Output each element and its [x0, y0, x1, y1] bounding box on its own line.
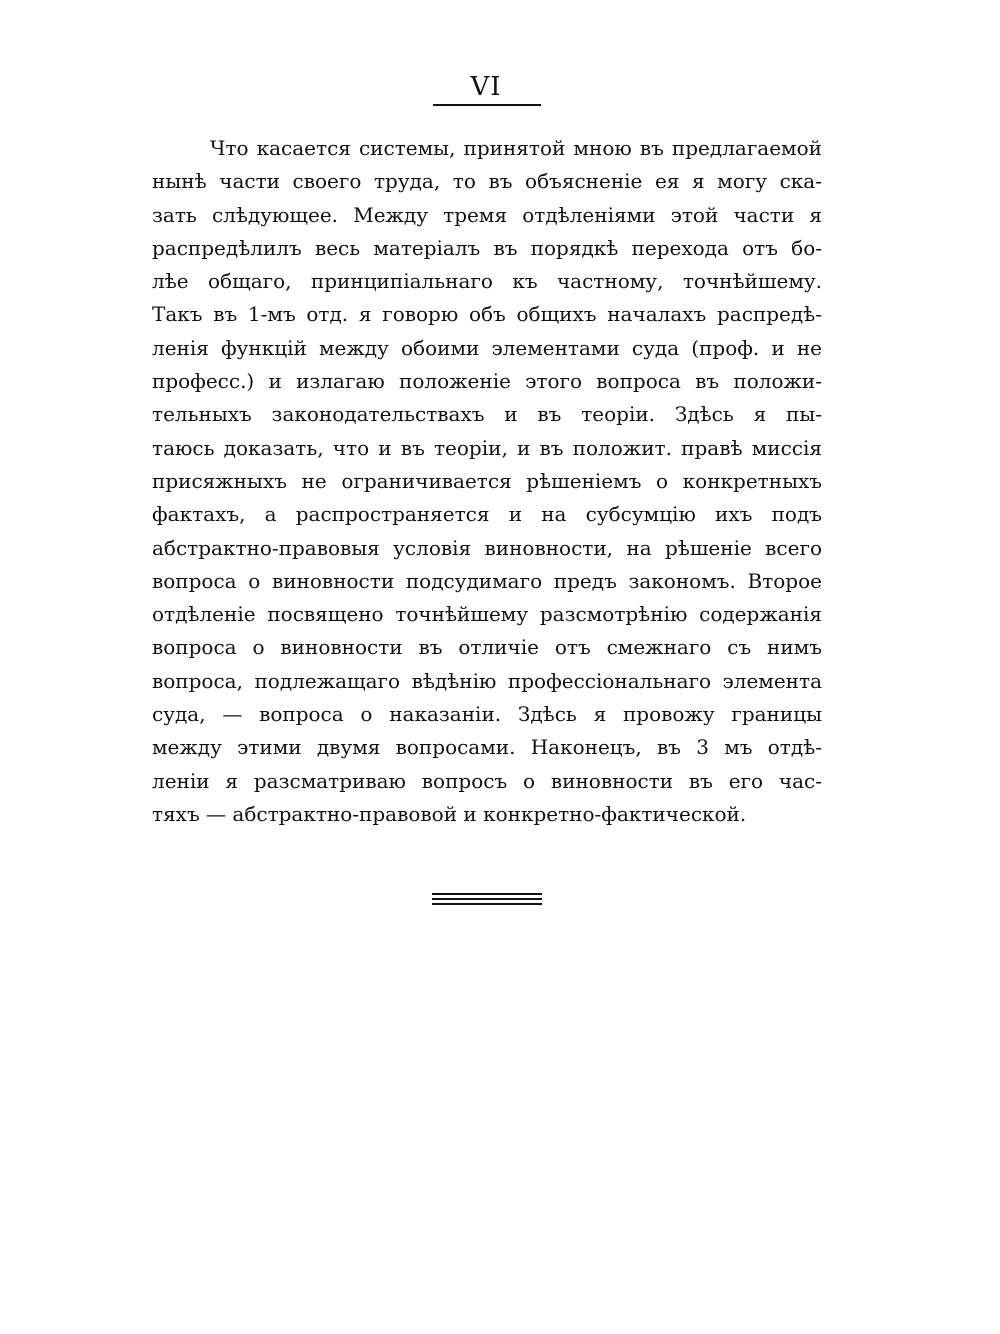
- text-line: професс.) и излагаю положеніе этого вопроса въ положи-: [152, 369, 822, 394]
- text-line: фактахъ, а распространяется и на субсумцію ихъ подъ: [152, 502, 822, 527]
- text-line: нынѣ части своего труда, то въ объясненіе ея я могу ска-: [152, 169, 822, 194]
- text-line: вопроса о виновности подсудимаго предъ закономъ. Второе: [152, 568, 822, 593]
- header-rule: [433, 104, 541, 106]
- text-line: леніи я разсматриваю вопросъ о виновности въ его час-: [152, 768, 822, 793]
- text-line: отдѣленіе посвящено точнѣйшему разсмотрѣнію содержанія: [152, 602, 822, 627]
- rule-line: [432, 903, 542, 905]
- text-line: абстрактно-правовыя условія виновности, на рѣшеніе всего: [152, 535, 822, 560]
- text-line: Что касается системы, принятой мною въ предлагаемой: [210, 136, 822, 160]
- text-line: вопроса, подлежащаго вѣдѣнію профессіональнаго элемента: [152, 668, 822, 693]
- text-line: тяхъ — абстрактно-правовой и конкретно-фактической.: [152, 801, 747, 826]
- section-end-rule: [432, 893, 542, 908]
- text-line: ленія функцій между обоими элементами суда (проф. и не: [152, 335, 822, 360]
- text-line: Такъ въ 1-мъ отд. я говорю объ общихъ началахъ распредѣ-: [152, 302, 822, 327]
- text-line: суда, — вопроса о наказаніи. Здѣсь я провожу границы: [152, 702, 822, 727]
- text-line: таюсь доказать, что и въ теоріи, и въ положит. правѣ миссія: [152, 435, 822, 460]
- text-line: распредѣлилъ весь матеріалъ въ порядкѣ перехода отъ бо-: [152, 235, 822, 260]
- text-line: вопроса о виновности въ отличіе отъ смежнаго съ нимъ: [152, 635, 822, 660]
- rule-line: [432, 898, 542, 900]
- text-line: тельныхъ законодательствахъ и въ теоріи. Здѣсь я пы-: [152, 402, 822, 427]
- text-line: между этими двумя вопросами. Наконецъ, въ 3 мъ отдѣ-: [152, 735, 822, 760]
- rule-line: [432, 893, 542, 895]
- body-paragraph: [152, 132, 822, 831]
- text-line: зать слѣдующее. Между тремя отдѣленіями этой части я: [152, 202, 822, 227]
- page-number: VI: [470, 72, 502, 102]
- text-line: лѣе общаго, принципіальнаго къ частному, точнѣйшему.: [152, 269, 822, 294]
- text-line: присяжныхъ не ограничивается рѣшеніемъ о конкретныхъ: [152, 468, 822, 493]
